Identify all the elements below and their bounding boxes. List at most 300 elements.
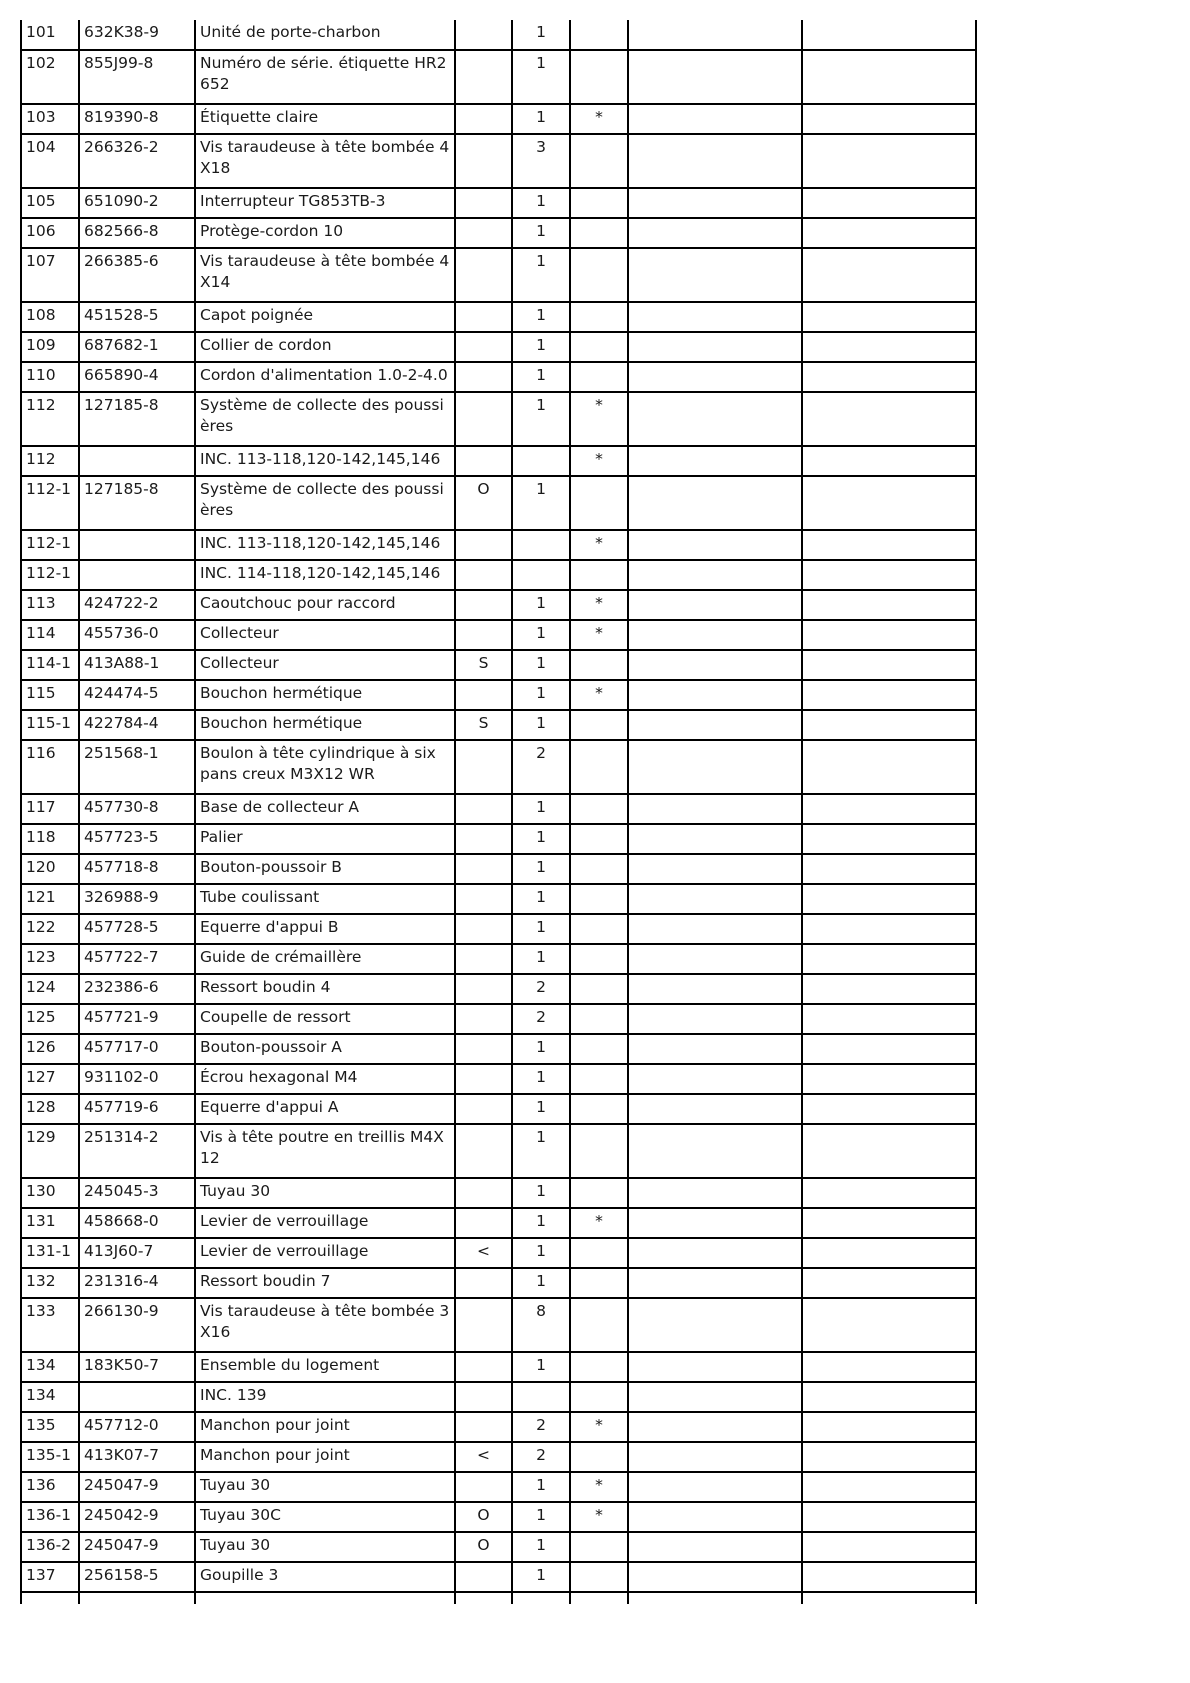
description-cell: Vis à tête poutre en treillis M4X12 [195, 1124, 455, 1178]
blank-cell-2 [802, 1562, 976, 1592]
quantity-cell: 1 [512, 1472, 570, 1502]
table-row [21, 1352, 976, 1382]
description-cell: Equerre d'appui A [195, 1094, 455, 1124]
blank-cell-1 [628, 1442, 802, 1472]
part-number-cell: 413A88-1 [79, 650, 195, 680]
table-row [21, 740, 976, 794]
part-number-cell: 245042-9 [79, 1502, 195, 1532]
table-row [21, 1472, 976, 1502]
mark-cell [570, 1532, 628, 1562]
table-row [21, 1208, 976, 1238]
blank-cell-2 [802, 1004, 976, 1034]
item-number-cell: 110 [21, 362, 79, 392]
description-cell: Levier de verrouillage [195, 1238, 455, 1268]
description-cell: Guide de crémaillère [195, 944, 455, 974]
note-cell [455, 446, 512, 476]
mark-cell [570, 884, 628, 914]
continuation-cell [21, 1592, 79, 1604]
description-cell: INC. 139 [195, 1382, 455, 1412]
mark-cell [570, 20, 628, 50]
table-row [21, 620, 976, 650]
blank-cell-2 [802, 1268, 976, 1298]
description-cell: Vis taraudeuse à tête bombée 4X14 [195, 248, 455, 302]
item-number-cell: 130 [21, 1178, 79, 1208]
item-number-cell: 132 [21, 1268, 79, 1298]
blank-cell-1 [628, 944, 802, 974]
continuation-cell [455, 1592, 512, 1604]
table-row [21, 1064, 976, 1094]
blank-cell-1 [628, 680, 802, 710]
note-cell [455, 302, 512, 332]
quantity-cell: 1 [512, 590, 570, 620]
mark-cell [570, 824, 628, 854]
note-cell [455, 1124, 512, 1178]
blank-cell-2 [802, 1532, 976, 1562]
description-cell: INC. 113-118,120-142,145,146 [195, 446, 455, 476]
part-number-cell: 266130-9 [79, 1298, 195, 1352]
quantity-cell: 1 [512, 854, 570, 884]
description-cell: Vis taraudeuse à tête bombée 3X16 [195, 1298, 455, 1352]
blank-cell-1 [628, 974, 802, 1004]
blank-cell-1 [628, 1532, 802, 1562]
mark-cell [570, 1382, 628, 1412]
mark-cell [570, 218, 628, 248]
description-cell: Collecteur [195, 650, 455, 680]
item-number-cell: 118 [21, 824, 79, 854]
blank-cell-2 [802, 590, 976, 620]
item-number-cell: 134 [21, 1352, 79, 1382]
blank-cell-1 [628, 1094, 802, 1124]
mark-cell [570, 1064, 628, 1094]
item-number-cell: 101 [21, 20, 79, 50]
table-row [21, 446, 976, 476]
blank-cell-1 [628, 1238, 802, 1268]
part-number-cell: 451528-5 [79, 302, 195, 332]
table-row [21, 50, 976, 104]
part-number-cell [79, 530, 195, 560]
item-number-cell: 112-1 [21, 476, 79, 530]
note-cell: O [455, 1532, 512, 1562]
table-row [21, 476, 976, 530]
item-number-cell: 124 [21, 974, 79, 1004]
item-number-cell: 103 [21, 104, 79, 134]
part-number-cell: 458668-0 [79, 1208, 195, 1238]
blank-cell-2 [802, 1034, 976, 1064]
description-cell: Capot poignée [195, 302, 455, 332]
blank-cell-1 [628, 1034, 802, 1064]
quantity-cell: 1 [512, 1178, 570, 1208]
blank-cell-2 [802, 50, 976, 104]
note-cell [455, 590, 512, 620]
part-number-cell: 266326-2 [79, 134, 195, 188]
blank-cell-2 [802, 794, 976, 824]
blank-cell-1 [628, 530, 802, 560]
blank-cell-2 [802, 1238, 976, 1268]
description-cell: Vis taraudeuse à tête bombée 4X18 [195, 134, 455, 188]
table-continuation [21, 1592, 976, 1604]
description-cell: Étiquette claire [195, 104, 455, 134]
quantity-cell: 1 [512, 104, 570, 134]
part-number-cell: 413J60-7 [79, 1238, 195, 1268]
blank-cell-1 [628, 740, 802, 794]
mark-cell [570, 710, 628, 740]
quantity-cell: 1 [512, 20, 570, 50]
description-cell: Bouchon hermétique [195, 680, 455, 710]
part-number-cell [79, 560, 195, 590]
part-number-cell: 127185-8 [79, 392, 195, 446]
mark-cell [570, 1442, 628, 1472]
table-row [21, 248, 976, 302]
table-row [21, 362, 976, 392]
description-cell: Bouton-poussoir A [195, 1034, 455, 1064]
blank-cell-2 [802, 560, 976, 590]
blank-cell-1 [628, 1178, 802, 1208]
table-row [21, 218, 976, 248]
item-number-cell: 120 [21, 854, 79, 884]
blank-cell-2 [802, 248, 976, 302]
note-cell [455, 560, 512, 590]
description-cell: Bouchon hermétique [195, 710, 455, 740]
item-number-cell: 115 [21, 680, 79, 710]
description-cell: Ensemble du logement [195, 1352, 455, 1382]
blank-cell-1 [628, 854, 802, 884]
description-cell: Interrupteur TG853TB-3 [195, 188, 455, 218]
blank-cell-2 [802, 20, 976, 50]
item-number-cell: 121 [21, 884, 79, 914]
blank-cell-2 [802, 650, 976, 680]
blank-cell-2 [802, 1298, 976, 1352]
table-row [21, 530, 976, 560]
quantity-cell [512, 530, 570, 560]
item-number-cell: 131 [21, 1208, 79, 1238]
quantity-cell: 1 [512, 884, 570, 914]
note-cell [455, 50, 512, 104]
description-cell: Manchon pour joint [195, 1442, 455, 1472]
note-cell: O [455, 1502, 512, 1532]
table-row [21, 1412, 976, 1442]
part-number-cell: 231316-4 [79, 1268, 195, 1298]
description-cell: INC. 114-118,120-142,145,146 [195, 560, 455, 590]
table-row [21, 560, 976, 590]
note-cell [455, 1412, 512, 1442]
quantity-cell: 3 [512, 134, 570, 188]
part-number-cell: 457722-7 [79, 944, 195, 974]
item-number-cell: 134 [21, 1382, 79, 1412]
item-number-cell: 136-2 [21, 1532, 79, 1562]
note-cell: S [455, 710, 512, 740]
part-number-cell: 931102-0 [79, 1064, 195, 1094]
note-cell: < [455, 1238, 512, 1268]
table-row [21, 1004, 976, 1034]
table-row [21, 884, 976, 914]
blank-cell-2 [802, 620, 976, 650]
part-number-cell: 424474-5 [79, 680, 195, 710]
note-cell [455, 740, 512, 794]
blank-cell-1 [628, 710, 802, 740]
item-number-cell: 126 [21, 1034, 79, 1064]
item-number-cell: 129 [21, 1124, 79, 1178]
part-number-cell: 245047-9 [79, 1472, 195, 1502]
mark-cell [570, 1124, 628, 1178]
note-cell [455, 854, 512, 884]
item-number-cell: 133 [21, 1298, 79, 1352]
description-cell: Palier [195, 824, 455, 854]
quantity-cell: 1 [512, 1532, 570, 1562]
item-number-cell: 112-1 [21, 560, 79, 590]
table-row [21, 1034, 976, 1064]
table-row [21, 1562, 976, 1592]
blank-cell-2 [802, 392, 976, 446]
table-row [21, 392, 976, 446]
mark-cell: * [570, 620, 628, 650]
blank-cell-2 [802, 680, 976, 710]
blank-cell-2 [802, 944, 976, 974]
mark-cell [570, 476, 628, 530]
blank-cell-2 [802, 1178, 976, 1208]
part-number-cell: 251568-1 [79, 740, 195, 794]
quantity-cell: 2 [512, 740, 570, 794]
table-row [21, 710, 976, 740]
part-number-cell: 687682-1 [79, 332, 195, 362]
description-cell: Ressort boudin 7 [195, 1268, 455, 1298]
mark-cell [570, 1352, 628, 1382]
blank-cell-1 [628, 104, 802, 134]
table-row [21, 650, 976, 680]
continuation-cell [802, 1592, 976, 1604]
quantity-cell: 1 [512, 302, 570, 332]
blank-cell-2 [802, 1064, 976, 1094]
part-number-cell: 251314-2 [79, 1124, 195, 1178]
part-number-cell: 326988-9 [79, 884, 195, 914]
note-cell [455, 530, 512, 560]
part-number-cell: 457718-8 [79, 854, 195, 884]
part-number-cell: 232386-6 [79, 974, 195, 1004]
mark-cell [570, 1298, 628, 1352]
mark-cell: * [570, 530, 628, 560]
mark-cell [570, 1238, 628, 1268]
blank-cell-2 [802, 104, 976, 134]
mark-cell [570, 302, 628, 332]
quantity-cell [512, 560, 570, 590]
mark-cell: * [570, 104, 628, 134]
part-number-cell: 457719-6 [79, 1094, 195, 1124]
blank-cell-2 [802, 1502, 976, 1532]
blank-cell-2 [802, 188, 976, 218]
note-cell [455, 944, 512, 974]
blank-cell-1 [628, 1562, 802, 1592]
note-cell [455, 218, 512, 248]
table-row [21, 794, 976, 824]
item-number-cell: 112 [21, 392, 79, 446]
item-number-cell: 113 [21, 590, 79, 620]
note-cell [455, 1382, 512, 1412]
mark-cell [570, 332, 628, 362]
quantity-cell: 1 [512, 188, 570, 218]
item-number-cell: 117 [21, 794, 79, 824]
item-number-cell: 104 [21, 134, 79, 188]
table-row [21, 1298, 976, 1352]
table-row [21, 20, 976, 50]
note-cell [455, 1562, 512, 1592]
blank-cell-1 [628, 1382, 802, 1412]
blank-cell-2 [802, 710, 976, 740]
mark-cell [570, 50, 628, 104]
item-number-cell: 137 [21, 1562, 79, 1592]
parts-list-page [20, 20, 975, 1604]
part-number-cell: 682566-8 [79, 218, 195, 248]
item-number-cell: 128 [21, 1094, 79, 1124]
note-cell [455, 20, 512, 50]
description-cell: Système de collecte des poussières [195, 392, 455, 446]
quantity-cell: 1 [512, 476, 570, 530]
mark-cell [570, 650, 628, 680]
mark-cell: * [570, 1412, 628, 1442]
blank-cell-1 [628, 392, 802, 446]
blank-cell-1 [628, 1502, 802, 1532]
description-cell: Tuyau 30 [195, 1532, 455, 1562]
item-number-cell: 116 [21, 740, 79, 794]
quantity-cell: 1 [512, 794, 570, 824]
blank-cell-2 [802, 1472, 976, 1502]
part-number-cell: 422784-4 [79, 710, 195, 740]
blank-cell-2 [802, 1352, 976, 1382]
mark-cell [570, 188, 628, 218]
blank-cell-2 [802, 974, 976, 1004]
part-number-cell: 457728-5 [79, 914, 195, 944]
quantity-cell: 2 [512, 974, 570, 1004]
note-cell [455, 824, 512, 854]
table-row [21, 854, 976, 884]
mark-cell [570, 740, 628, 794]
mark-cell [570, 134, 628, 188]
blank-cell-1 [628, 218, 802, 248]
blank-cell-1 [628, 446, 802, 476]
mark-cell [570, 1268, 628, 1298]
quantity-cell: 1 [512, 1502, 570, 1532]
quantity-cell: 1 [512, 248, 570, 302]
item-number-cell: 125 [21, 1004, 79, 1034]
blank-cell-2 [802, 854, 976, 884]
parts-table [20, 20, 977, 1604]
quantity-cell: 1 [512, 1238, 570, 1268]
blank-cell-1 [628, 1064, 802, 1094]
table-row [21, 680, 976, 710]
mark-cell [570, 560, 628, 590]
item-number-cell: 112 [21, 446, 79, 476]
item-number-cell: 123 [21, 944, 79, 974]
note-cell [455, 794, 512, 824]
note-cell [455, 248, 512, 302]
note-cell: < [455, 1442, 512, 1472]
part-number-cell: 256158-5 [79, 1562, 195, 1592]
item-number-cell: 136-1 [21, 1502, 79, 1532]
note-cell [455, 392, 512, 446]
quantity-cell: 1 [512, 1208, 570, 1238]
mark-cell [570, 1004, 628, 1034]
quantity-cell: 1 [512, 914, 570, 944]
table-row [21, 1124, 976, 1178]
blank-cell-1 [628, 248, 802, 302]
part-number-cell [79, 1382, 195, 1412]
blank-cell-1 [628, 1208, 802, 1238]
note-cell [455, 1208, 512, 1238]
blank-cell-1 [628, 20, 802, 50]
quantity-cell [512, 1382, 570, 1412]
table-row [21, 914, 976, 944]
note-cell [455, 620, 512, 650]
item-number-cell: 109 [21, 332, 79, 362]
quantity-cell: 1 [512, 710, 570, 740]
blank-cell-1 [628, 332, 802, 362]
quantity-cell: 1 [512, 944, 570, 974]
item-number-cell: 115-1 [21, 710, 79, 740]
part-number-cell: 457723-5 [79, 824, 195, 854]
mark-cell [570, 794, 628, 824]
part-number-cell: 266385-6 [79, 248, 195, 302]
table-row [21, 1268, 976, 1298]
blank-cell-1 [628, 884, 802, 914]
note-cell [455, 1064, 512, 1094]
note-cell [455, 188, 512, 218]
part-number-cell: 424722-2 [79, 590, 195, 620]
blank-cell-1 [628, 476, 802, 530]
table-row [21, 590, 976, 620]
note-cell [455, 362, 512, 392]
part-number-cell: 665890-4 [79, 362, 195, 392]
note-cell [455, 1004, 512, 1034]
table-row [21, 974, 976, 1004]
description-cell: Numéro de série. étiquette HR2652 [195, 50, 455, 104]
item-number-cell: 107 [21, 248, 79, 302]
blank-cell-1 [628, 1352, 802, 1382]
mark-cell: * [570, 1208, 628, 1238]
table-row [21, 1178, 976, 1208]
item-number-cell: 106 [21, 218, 79, 248]
table-row [21, 302, 976, 332]
table-row [21, 1442, 976, 1472]
blank-cell-1 [628, 134, 802, 188]
continuation-cell [628, 1592, 802, 1604]
blank-cell-2 [802, 332, 976, 362]
description-cell: Tuyau 30 [195, 1472, 455, 1502]
note-cell: O [455, 476, 512, 530]
table-row [21, 332, 976, 362]
quantity-cell: 1 [512, 392, 570, 446]
description-cell: Tuyau 30C [195, 1502, 455, 1532]
blank-cell-2 [802, 1412, 976, 1442]
blank-cell-1 [628, 362, 802, 392]
part-number-cell: 455736-0 [79, 620, 195, 650]
blank-cell-1 [628, 620, 802, 650]
blank-cell-2 [802, 884, 976, 914]
item-number-cell: 127 [21, 1064, 79, 1094]
quantity-cell: 1 [512, 1562, 570, 1592]
blank-cell-2 [802, 824, 976, 854]
part-number-cell: 457712-0 [79, 1412, 195, 1442]
mark-cell [570, 248, 628, 302]
blank-cell-2 [802, 740, 976, 794]
mark-cell [570, 1034, 628, 1064]
mark-cell [570, 1562, 628, 1592]
blank-cell-1 [628, 188, 802, 218]
part-number-cell: 457721-9 [79, 1004, 195, 1034]
quantity-cell: 1 [512, 1268, 570, 1298]
part-number-cell [79, 446, 195, 476]
mark-cell [570, 854, 628, 884]
blank-cell-1 [628, 302, 802, 332]
mark-cell [570, 974, 628, 1004]
blank-cell-2 [802, 1382, 976, 1412]
